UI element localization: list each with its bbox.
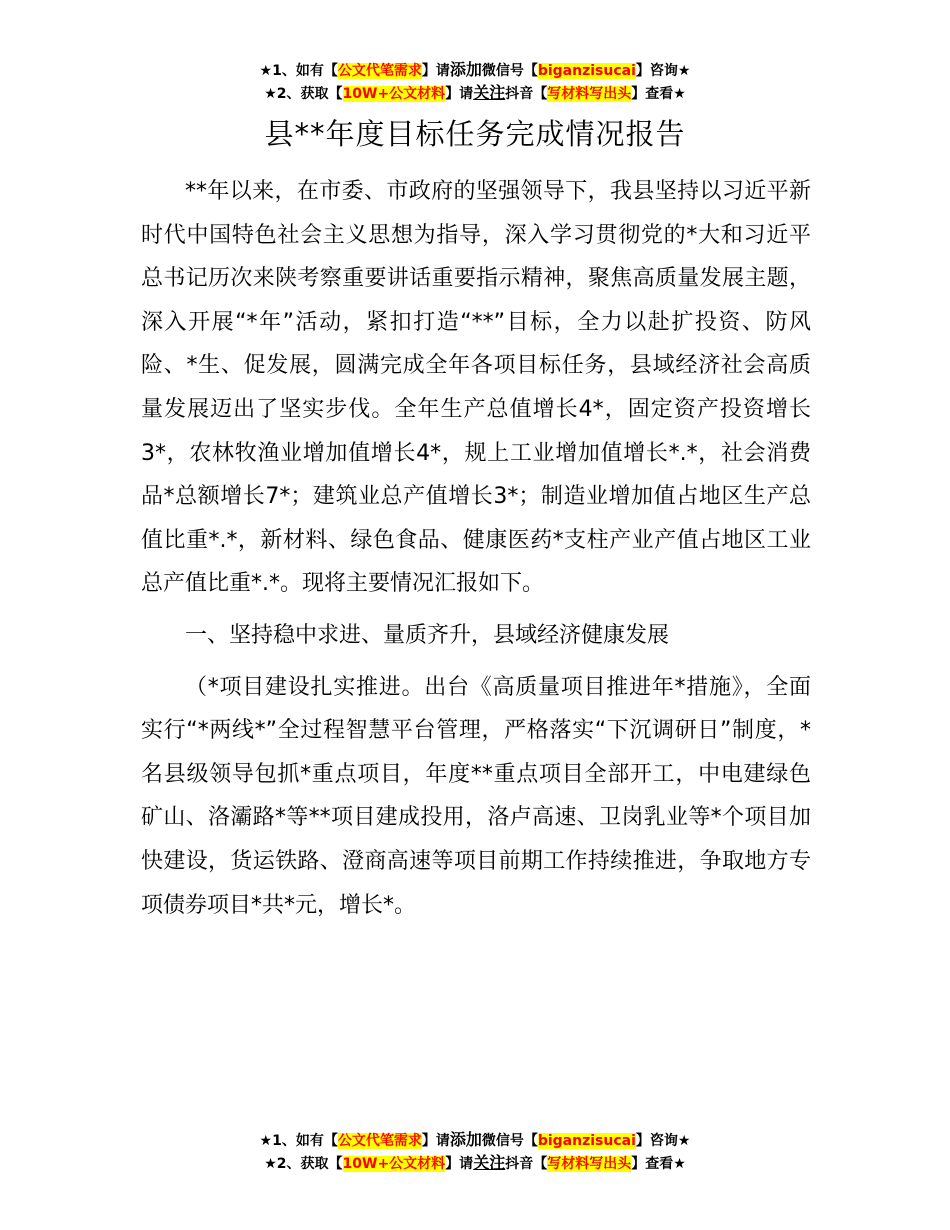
document-body [141, 170, 811, 927]
highlight-service: 公文代笔需求 [337, 63, 422, 79]
banner-emphasis: 关注 [473, 83, 506, 102]
banner-text: 1、如有【 [272, 1133, 338, 1149]
highlight-service: 公文代笔需求 [337, 1133, 422, 1149]
highlight-douyin: 写材料写出头 [547, 86, 632, 102]
star-icon: ★ [264, 1156, 277, 1172]
star-icon: ★ [677, 63, 691, 79]
banner-text: 2、获取【 [276, 1156, 343, 1172]
header-banner [0, 59, 950, 105]
banner-line-2 [0, 82, 950, 105]
banner-text: 抖音【 [505, 86, 548, 102]
banner-text: 】请 [445, 1156, 474, 1172]
banner-text: 】咨询 [635, 63, 678, 79]
banner-line-1 [0, 1129, 950, 1152]
highlight-douyin: 写材料写出头 [547, 1156, 632, 1172]
banner-text: 】请 [421, 1133, 450, 1149]
star-icon: ★ [673, 86, 686, 102]
document-title: 县**年度目标任务完成情况报告 [264, 117, 686, 151]
section-item-paragraph: （*项目建设扎实推进。出台《高质量项目推进年*措施》，全面实行“*两线*”全过程智慧平台管理，严格落实“下沉调研日”制度，*名县级领导包抓*重点项目，年度**重点项目全部开工，中电建绿色矿山、洛灞路*等**项目建成投用，洛卢高速、卫岗乳业等*个项目加快建设，货运铁路、澄商高速等项目前期工作持续推进，争取地方专项债券项目*共*元，增长*。 [141, 674, 811, 918]
banner-text: 抖音【 [505, 1156, 548, 1172]
highlight-materials: 10W+公文材料 [342, 86, 446, 102]
star-icon: ★ [259, 63, 273, 79]
footer-banner [0, 1129, 950, 1175]
banner-line-1 [0, 59, 950, 82]
banner-text: 微信号【 [481, 1133, 538, 1149]
star-icon: ★ [259, 1133, 273, 1149]
banner-text: 】请 [445, 86, 474, 102]
intro-paragraph: **年以来，在市委、市政府的坚强领导下，我县坚持以习近平新时代中国特色社会主义思想为指导，深入学习贯彻党的*大和习近平总书记历次来陕考察重要讲话重要指示精神，聚焦高质量发展主题，深入开展“*年”活动，紧扣打造“**”目标，全力以赴扩投资、防风险、*生、促发展，圆满完成全年各项目标任务，县域经济社会高质量发展迈出了坚实步伐。全年生产总值增长4*，固定资产投资增长3*，农林牧渔业增加值增长4*，规上工业增加值增长*.*，社会消费品*总额增长7*；建筑业总产值增长3*；制造业增加值占地区生产总值比重*.*，新材料、绿色食品、健康医药*支柱产业产值占地区工业总产值比重*.*。现将主要情况汇报如下。 [141, 179, 811, 597]
star-icon: ★ [677, 1133, 691, 1149]
banner-text: 】查看 [631, 1156, 674, 1172]
banner-text: 1、如有【 [272, 63, 338, 79]
banner-line-2 [0, 1152, 950, 1175]
star-icon: ★ [264, 86, 277, 102]
banner-emphasis: 添加 [449, 1130, 482, 1149]
highlight-wechat-id: biganzisucai [537, 63, 636, 79]
star-icon: ★ [673, 1156, 686, 1172]
highlight-wechat-id: biganzisucai [537, 1133, 636, 1149]
banner-emphasis: 关注 [473, 1153, 506, 1172]
banner-emphasis: 添加 [449, 60, 482, 79]
section-heading: 一、坚持稳中求进、量质齐升，县域经济健康发展 [185, 622, 670, 648]
banner-text: 微信号【 [481, 63, 538, 79]
banner-text: 2、获取【 [276, 86, 343, 102]
banner-text: 】查看 [631, 86, 674, 102]
banner-text: 】请 [421, 63, 450, 79]
banner-text: 】咨询 [635, 1133, 678, 1149]
highlight-materials: 10W+公文材料 [342, 1156, 446, 1172]
